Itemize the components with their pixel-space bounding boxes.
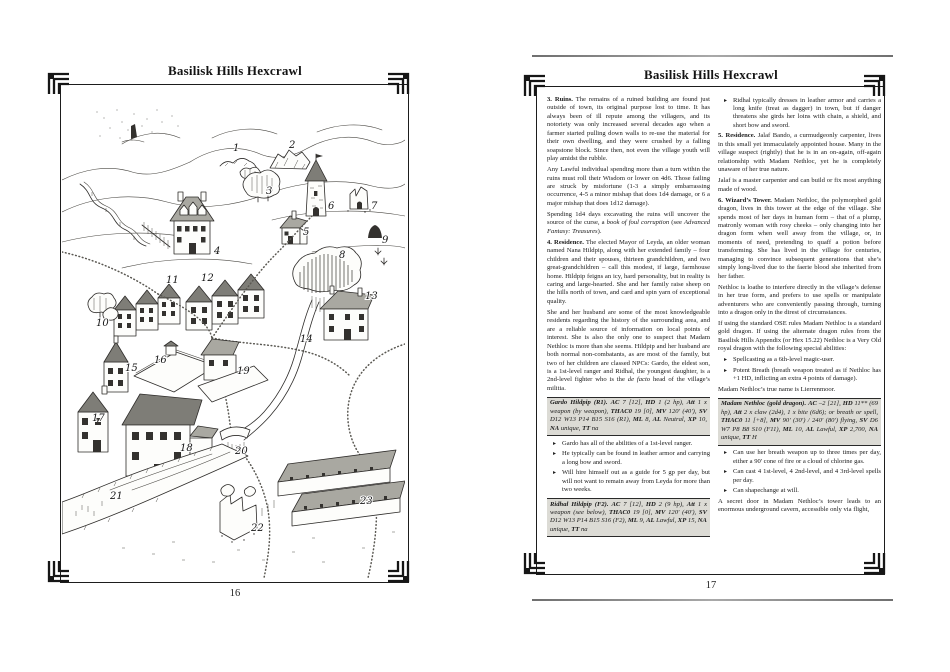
map-label-5: 5 bbox=[303, 227, 310, 238]
paragraph: Jalaf is a master carpenter and can build or fix most anything made of wood. bbox=[718, 177, 881, 193]
ruin-22 bbox=[220, 485, 274, 543]
bullet-arrow-icon: ▸ bbox=[724, 96, 728, 104]
map-label-19: 19 bbox=[237, 366, 250, 377]
bullet-item bbox=[553, 440, 710, 448]
bullet-text: He typically can be found in leather armor and carrying a long bow and sword. bbox=[562, 450, 710, 466]
map-label-20: 20 bbox=[235, 446, 248, 457]
bullet-item bbox=[724, 367, 881, 384]
map-label-15: 15 bbox=[125, 363, 138, 374]
field-speckles bbox=[122, 532, 395, 562]
paragraph: She and her husband are some of the most knowledgeable residents regarding the history of the surrounding area, and are a reliable source of information on local points of interest. She is also the only one to suspect that Madam Nethloc is more than she seems. Hildpip and her husband are both normal non-combatants, as are most of the family, but two of her children are classed NPCs: Gardo, the eldest son, is a 1st-level ranger and Ridhal, the youngest daughter, is a 2nd-level fighter who is the de facto head of the village’s militia. bbox=[547, 308, 710, 392]
stat-block-name: Ridhal Hildpip (F2). bbox=[550, 500, 609, 508]
corner-knot-ornament bbox=[863, 73, 887, 97]
map-label-22: 22 bbox=[251, 523, 264, 534]
map-label-16: 16 bbox=[154, 355, 167, 366]
map-label-11: 11 bbox=[166, 275, 179, 286]
map-label-8: 8 bbox=[339, 250, 346, 261]
text-column-left bbox=[547, 96, 710, 572]
section-heading: 5. Residence. bbox=[718, 132, 756, 140]
map-label-2: 2 bbox=[289, 140, 296, 151]
paragraph: 3. Ruins. The remains of a ruined building are found just outside of town, its original purpose lost to time. It has always been of ill repute among the villagers, and its notoriety was only increased several decades ago when a farmer started pulling down walls to re-use the material for their own dwelling, and they were crushed by a falling soapstone block. Since then, not even the village youth will play amidst the rubble. bbox=[547, 96, 710, 163]
bullet-text: Gardo has all of the abilities of a 1st-level ranger. bbox=[562, 439, 693, 447]
bullet-arrow-icon: ▸ bbox=[724, 487, 728, 495]
bullet-arrow-icon: ▸ bbox=[553, 450, 557, 458]
map-label-10: 10 bbox=[96, 318, 109, 329]
bullet-arrow-icon: ▸ bbox=[553, 439, 557, 447]
page-number-right: 17 bbox=[705, 580, 717, 591]
bullet-arrow-icon: ▸ bbox=[724, 468, 728, 476]
bullet-item bbox=[724, 97, 881, 131]
bullet-item bbox=[724, 356, 881, 364]
tree-clump-3 bbox=[243, 170, 280, 202]
header-rule bbox=[532, 55, 893, 57]
compound-19 bbox=[198, 339, 268, 402]
ruined-tower-7 bbox=[347, 187, 370, 213]
map-label-3: 3 bbox=[266, 186, 273, 197]
stat-block-name: Gardo Hildpip (R1). bbox=[550, 399, 608, 407]
bullet-arrow-icon: ▸ bbox=[553, 469, 557, 477]
map-label-21: 21 bbox=[110, 491, 123, 502]
corner-knot-ornament bbox=[522, 552, 546, 576]
paragraph: Any Lawful individual spending more than a turn within the ruins must roll their Wisdom or lower on 4d6. Those failing are struck by misfortune (1-3 a simply embarrassing occurrence, 4-5 a minor mishap that does 1d4 damage, or 6 a major mishap that does 1d12 damage). bbox=[547, 166, 710, 207]
farmhouse-4 bbox=[142, 192, 214, 254]
stat-block: Ridhal Hildpip (F2). AC 7 [12], HD 2 (9 hp), Att 1 x weapon (see below), THAC0 19 [0], MV 120' (40'), SV D12 W13 P14 B15 S16 (F2), ML 9, AL Lawful, XP 15, NA unique, TT na bbox=[547, 498, 710, 537]
paragraph: 4. Residence. The elected Mayor of Leyda, an older woman named Nana Hildpip, along with her extended family – four children and their spouses, thirteen grandchildren, and two great-grandchildren – call this modest, if large, farmhouse home. Hildpip feigns an icy, hard personality, but in reality is caring and large-hearted. She and her family raise sheep on the hills north of town, and card and spin yarn of exceptional quality. bbox=[547, 238, 710, 305]
paragraph: Madam Nethloc’s true name is Lierrenmoor. bbox=[718, 386, 836, 394]
text-column-right bbox=[718, 96, 881, 572]
map-label-4: 4 bbox=[214, 246, 221, 257]
map-label-9: 9 bbox=[382, 235, 389, 246]
section-heading: 6. Wizard’s Tower. bbox=[718, 196, 772, 204]
paragraph: A secret door in Madam Nethloc’s tower leads to an enormous underground cavern, accessible only via flight, bbox=[718, 497, 881, 514]
bullet-arrow-icon: ▸ bbox=[724, 449, 728, 457]
map-label-23: 23 bbox=[360, 496, 373, 507]
bullet-text: Can shapechange at will. bbox=[733, 487, 799, 495]
map-label-17: 17 bbox=[92, 413, 105, 424]
map-label-13: 13 bbox=[365, 291, 378, 302]
paragraph: 6. Wizard’s Tower. Madam Nethloc, the polymorphed gold dragon, lives in this tower at the edge of the village. She spends most of her days in human form – that of a plump, matronly woman with rosy cheeks – only changing into her dragon form when well away from the village, or, in moments of need, pretending to quaff a potion before transforming. She has lived in the village for centuries, managing to convince subsequent generations that she’s simply long-lived due to the faerie blood she inherited from her father. bbox=[718, 196, 881, 280]
bullet-item bbox=[724, 468, 881, 485]
bullet-text: Can use her breath weapon up to three times per day, either a 90' cone of fire or a cloud of chlorine gas. bbox=[733, 449, 881, 465]
bullet-text: Potent Breath (breath weapon treated as if Nethloc has +1 HD, inflicting an extra 4 points of damage). bbox=[733, 366, 881, 383]
map-label-6: 6 bbox=[328, 201, 335, 212]
bullet-item bbox=[553, 450, 710, 467]
rocky-crag-2 bbox=[270, 150, 310, 169]
corner-knot-ornament bbox=[522, 73, 546, 97]
standing-stone bbox=[122, 124, 144, 142]
background-hills bbox=[62, 110, 405, 268]
bullet-item bbox=[553, 469, 710, 494]
footer-rule bbox=[532, 599, 893, 601]
stat-block: Madam Nethloc (gold dragon). AC –2 [21], HD 11** (69 hp), Att 2 x claw (2d4), 1 x bite (6d6); or breath or spell, THAC0 11 [+8], MV 90' (30') / 240' (80') flying, SV D6 W7 P8 B8 S10 (F11), ML 10, AL Lawful, XP 2,700, NA unique, TT H bbox=[718, 398, 881, 446]
bullet-text: Ridhal typically dresses in leather armor and carries a long knife (treat as dagger) in town, but if danger threatens she girds her loins with chain, a shield, and short bow and sword. bbox=[733, 96, 881, 129]
paragraph: 5. Residence. Jalaf Bando, a curmudgeonly carpenter, lives in this small yet immaculately appointed house. Many in the village suspect (rightly) that he is in an on-again, off-again relationship with Madam Nethloc, yet he is completely unaware of her true nature. bbox=[718, 132, 881, 174]
map-label-12: 12 bbox=[201, 273, 214, 284]
paragraph: Nethloc is loathe to interfere directly in the village’s defense in her true form, and prefers to use spells or manipulate adventurers who are conveniently passing through, turning into a dragon only in the direst of circumstances. bbox=[718, 283, 881, 316]
row-houses-12 bbox=[186, 274, 264, 330]
section-heading: 4. Residence. bbox=[547, 238, 584, 246]
map-label-1: 1 bbox=[233, 143, 240, 154]
bullet-item bbox=[724, 487, 881, 495]
paragraph: If using the standard OSE rules Madam Nethloc is a standard gold dragon. If using the alternate dragon rules from the Basilisk Hills Appendix (or Hex 15.22) Nethloc is a Very Old royal dragon with the following special abilities: bbox=[718, 320, 881, 353]
bullet-arrow-icon: ▸ bbox=[724, 356, 728, 364]
page-header-left: Basilisk Hills Hexcrawl bbox=[168, 63, 302, 78]
map-label-18: 18 bbox=[180, 443, 193, 454]
bullet-text: Spellcasting as a 6th-level magic-user. bbox=[733, 356, 835, 364]
stat-block-name: Madam Nethloc (gold dragon). bbox=[721, 400, 807, 408]
page-header-right: Basilisk Hills Hexcrawl bbox=[644, 67, 778, 82]
paragraph: Spending 1d4 days excavating the ruins will uncover the source of the curse, a book of foul corruption (see Advanced Fantasy: Treasures). bbox=[547, 210, 710, 235]
section-heading: 3. Ruins. bbox=[547, 96, 573, 103]
bullet-item bbox=[724, 449, 881, 466]
trees-10 bbox=[88, 293, 118, 320]
bullet-text: Will hire himself out as a guide for 5 gp per day, but will not want to remain away from Leyda for more than two weeks. bbox=[562, 469, 710, 494]
bullet-text: Can cast 4 1st-level, 4 2nd-level, and 4 3rd-level spells per day. bbox=[733, 468, 881, 484]
barns-23 bbox=[278, 450, 405, 526]
page-number-left: 16 bbox=[229, 588, 241, 599]
bullet-arrow-icon: ▸ bbox=[724, 366, 728, 374]
village-map-illustration bbox=[62, 92, 405, 578]
map-label-14: 14 bbox=[300, 334, 313, 345]
row-houses-11 bbox=[114, 284, 180, 336]
map-label-7: 7 bbox=[371, 201, 378, 212]
stat-block: Gardo Hildpip (R1). AC 7 [12], HD 1 (2 hp), Att 1 x weapon (by weapon), THAC0 19 [0], MV 120' (40'), SV D12 W13 P14 B15 S16 (R1), ML 8, AL Neutral, XP 10, NA unique, TT na bbox=[547, 397, 710, 436]
